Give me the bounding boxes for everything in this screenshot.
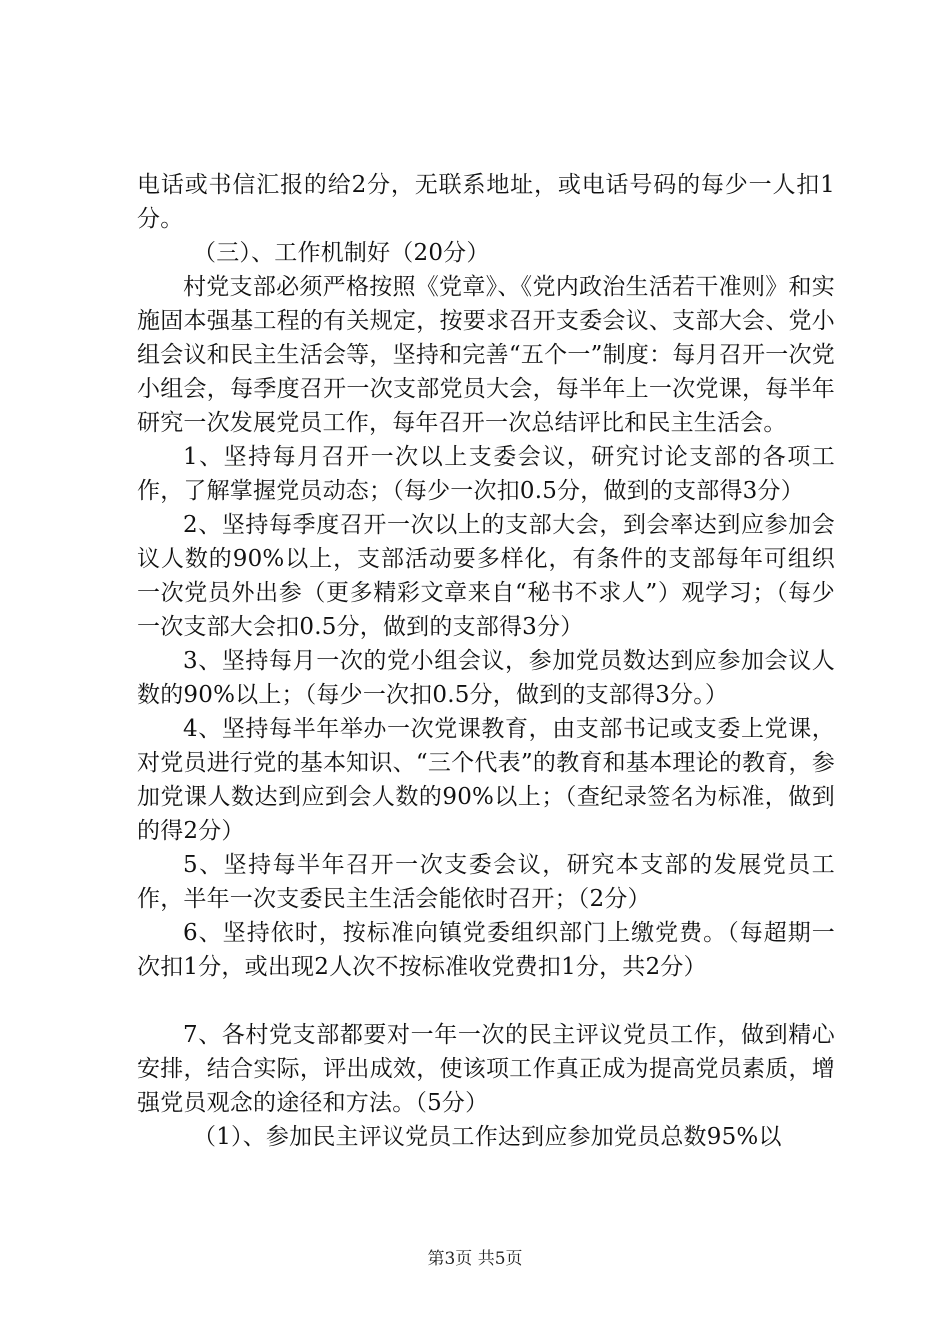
paragraph-party-branch-rules: 村党支部必须严格按照《党章》、《党内政治生活若干准则》和实施固本强基工程的有关规定，按要求召开支委会议、支部大会、党小组会议和民主生活会等，坚持和完善“五个一”制度：每月召开一次党小组会，每季度召开一次支部党员大会，每半年上一次党课，每半年研究一次发展党员工作，每年召开一次总结评比和民主生活会。 (137, 274, 835, 436)
list-item-1: 1、坚持每月召开一次以上支委会议，研究讨论支部的各项工作，了解掌握党员动态；（每少一次扣0.5分，做到的支部得3分） (137, 444, 835, 504)
list-item-4: 4、坚持每半年举办一次党课教育，由支部书记或支委上党课，对党员进行党的基本知识、“三个代表”的教育和基本理论的教育，参加党课人数达到应到会人数的90%以上；（查纪录签名为标准，做到的得2分） (137, 716, 835, 844)
document-body (137, 168, 835, 1154)
list-item-7: 7、各村党支部都要对一年一次的民主评议党员工作，做到精心安排，结合实际，评出成效，使该项工作真正成为提高党员素质，增强党员观念的途径和方法。（5分） (137, 1022, 835, 1116)
list-item-6: 6、坚持依时，按标准向镇党委组织部门上缴党费。（每超期一次扣1分，或出现2人次不按标准收党费扣1分，共2分） (137, 920, 835, 980)
page-number-footer: 第3页 共5页 (427, 1249, 523, 1269)
sub-item-1: （1）、参加民主评议党员工作达到应参加党员总数95%以 (193, 1124, 782, 1150)
section-heading-work-mechanism: （三）、工作机制好（20分） (193, 240, 490, 266)
paragraph-contact-scoring: 电话或书信汇报的给2分，无联系地址，或电话号码的每少一人扣1分。 (137, 172, 835, 232)
list-item-2: 2、坚持每季度召开一次以上的支部大会，到会率达到应参加会议人数的90%以上，支部活动要多样化，有条件的支部每年可组织一次党员外出参（更多精彩文章来自“秘书不求人”）观学习；（每少一次支部大会扣0.5分，做到的支部得3分） (137, 512, 835, 640)
list-item-3: 3、坚持每月一次的党小组会议，参加党员数达到应参加会议人数的90%以上；（每少一次扣0.5分，做到的支部得3分。） (137, 648, 835, 708)
list-item-5: 5、坚持每半年召开一次支委会议，研究本支部的发展党员工作，半年一次支委民主生活会能依时召开；（2分） (137, 852, 835, 912)
